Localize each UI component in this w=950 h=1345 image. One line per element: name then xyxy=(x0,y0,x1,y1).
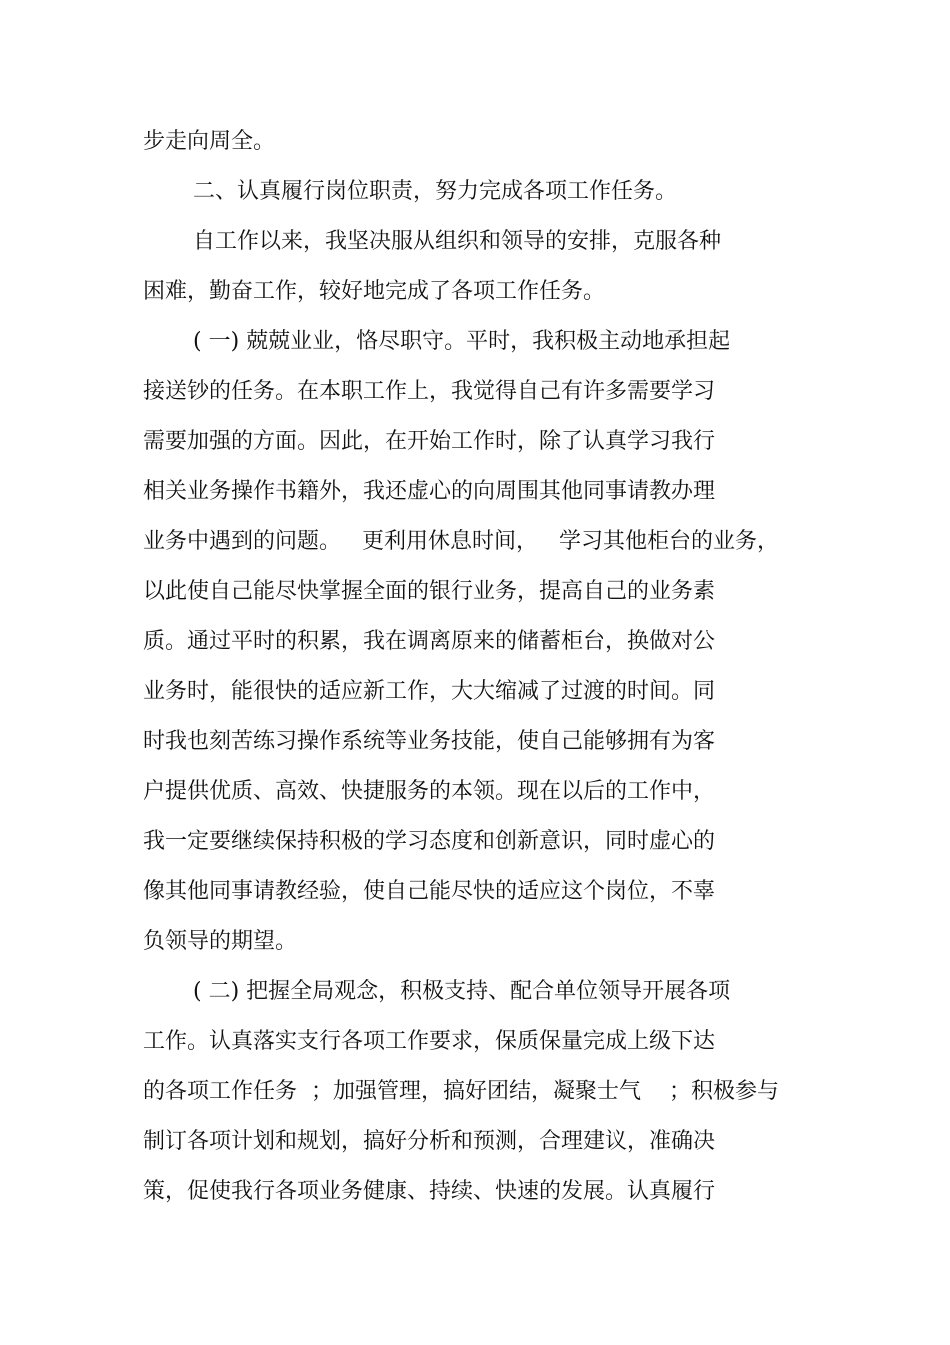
text-line: 步走向周全。 xyxy=(143,129,276,154)
text-line: 需要加强的方面。因此，在开始工作时，除了认真学习我行 xyxy=(143,429,716,454)
text-line: ( 二) 把握全局观念，积极支持、配合单位领导开展各项 xyxy=(193,979,731,1004)
text-line: 户提供优质、高效、快捷服务的本领。现在以后的工作中， xyxy=(143,779,716,804)
text-line: 质。通过平时的积累，我在调离原来的储蓄柜台，换做对公 xyxy=(143,629,716,654)
text-line: 自工作以来，我坚决服从组织和领导的安排，克服各种 xyxy=(193,229,722,254)
text-line: 制订各项计划和规划，搞好分析和预测，合理建议，准确决 xyxy=(143,1129,716,1154)
text-line: ( 一) 兢兢业业，恪尽职守。平时，我积极主动地承担起 xyxy=(193,329,731,354)
text-line: 接送钞的任务。在本职工作上，我觉得自己有许多需要学习 xyxy=(143,379,716,404)
text-line: 时我也刻苦练习操作系统等业务技能，使自己能够拥有为客 xyxy=(143,729,716,754)
section-heading: 二、认真履行岗位职责，努力完成各项工作任务。 xyxy=(193,179,678,204)
text-line: 业务时，能很快的适应新工作，大大缩减了过渡的时间。同 xyxy=(143,679,716,704)
text-line: 相关业务操作书籍外，我还虚心的向周围其他同事请教办理 xyxy=(143,479,716,504)
text-line: 业务中遇到的问题。 更利用休息时间， 学习其他柜台的业务， xyxy=(143,529,779,554)
text-line: 工作。认真落实支行各项工作要求，保质保量完成上级下达 xyxy=(143,1029,716,1054)
text-line: 像其他同事请教经验，使自己能尽快的适应这个岗位，不辜 xyxy=(143,879,716,904)
text-line: 负领导的期望。 xyxy=(143,929,298,954)
text-line: 我一定要继续保持积极的学习态度和创新意识，同时虚心的 xyxy=(143,829,716,854)
text-line: 的各项工作任务 ；加强管理，搞好团结，凝聚士气 ；积极参与 xyxy=(143,1079,779,1104)
text-line: 困难，勤奋工作，较好地完成了各项工作任务。 xyxy=(143,279,606,304)
text-line: 策，促使我行各项业务健康、持续、快速的发展。认真履行 xyxy=(143,1179,716,1204)
text-line: 以此使自己能尽快掌握全面的银行业务，提高自己的业务素 xyxy=(143,579,716,604)
